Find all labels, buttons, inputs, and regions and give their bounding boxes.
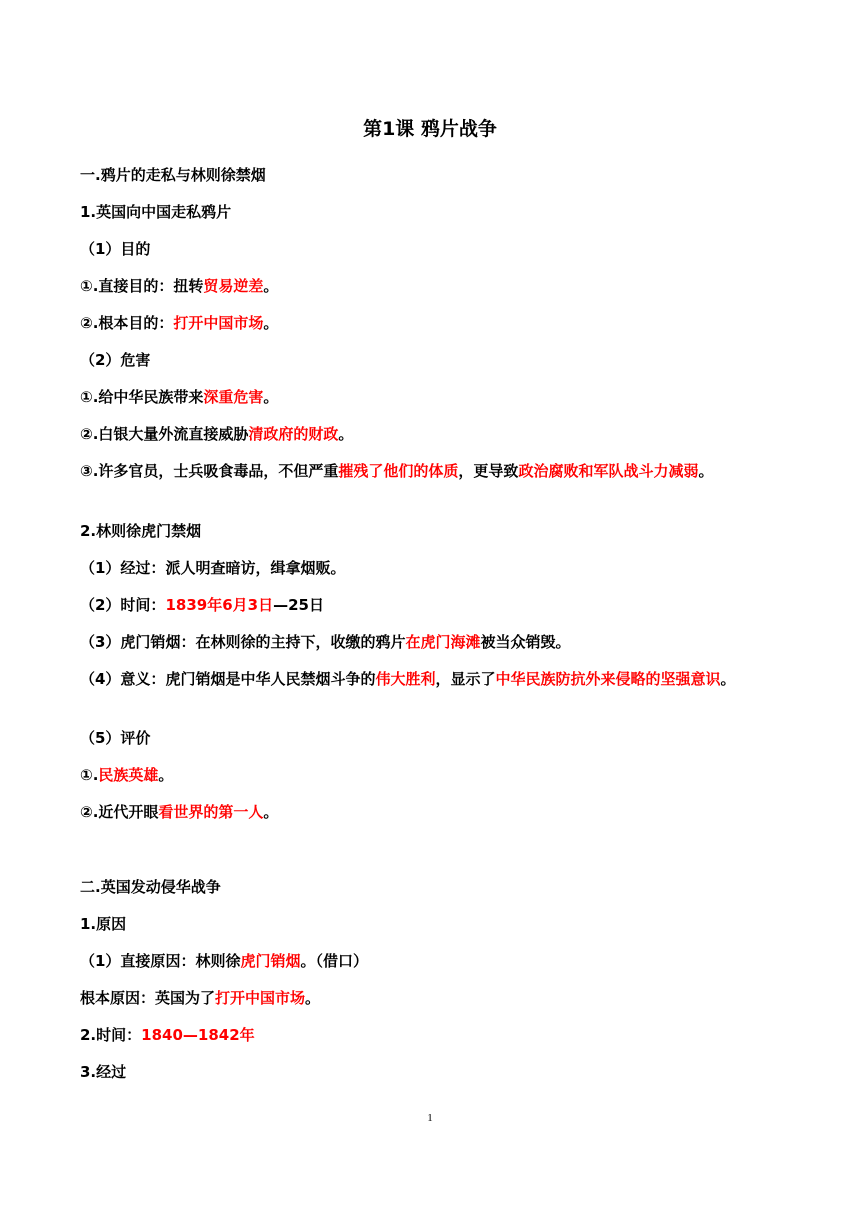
paragraph-line — [80, 950, 780, 972]
text-segment: （1）直接原因：林则徐 — [80, 952, 241, 970]
section-heading-1 — [80, 164, 780, 186]
text-segment: （4）意义：虎门销烟是中华人民禁烟斗争的 — [80, 670, 376, 688]
paragraph-line — [80, 238, 780, 260]
text-segment: 。 — [263, 388, 279, 406]
paragraph-line — [80, 312, 780, 334]
paragraph-line — [80, 764, 780, 786]
paragraph-line — [80, 668, 780, 690]
text-segment: 。 — [698, 462, 714, 480]
highlighted-text: 深重危害 — [203, 388, 264, 406]
text-segment: （2）危害 — [80, 351, 151, 369]
text-segment: 。 — [720, 670, 736, 688]
highlighted-text: 摧残了他们的体质 — [338, 462, 459, 480]
subheading-2-3 — [80, 1061, 780, 1083]
text-segment: ③.许多官员，士兵吸食毒品，不但严重 — [80, 462, 339, 480]
text-segment: （2）时间： — [80, 596, 166, 614]
paragraph-line — [80, 423, 780, 445]
text-segment: ②.根本目的： — [80, 314, 174, 332]
highlighted-text: 打开中国市场 — [173, 314, 264, 332]
text-segment: （1）目的 — [80, 240, 151, 258]
highlighted-text: 1840—1842年 — [141, 1026, 255, 1044]
paragraph-line — [80, 386, 780, 408]
text-segment: 。（借口） — [300, 952, 368, 970]
text-segment: ②.白银大量外流直接威胁 — [80, 425, 249, 443]
text-segment: 。 — [305, 989, 321, 1007]
paragraph-line — [80, 349, 780, 371]
page-title: 第1课 鸦片战争 — [363, 118, 497, 140]
paragraph-line — [80, 275, 780, 297]
text-segment: 1.英国向中国走私鸦片 — [80, 203, 232, 221]
text-segment: 。 — [263, 277, 279, 295]
paragraph-line — [80, 987, 780, 1009]
paragraph-line — [80, 460, 780, 482]
highlighted-text: 伟大胜利 — [375, 670, 436, 688]
section-heading-2 — [80, 876, 780, 898]
text-segment: 二.英国发动侵华战争 — [80, 878, 221, 896]
paragraph-line — [80, 801, 780, 823]
highlighted-text: 看世界的第一人 — [158, 803, 264, 821]
text-segment: —25日 — [273, 596, 324, 614]
highlighted-text: 政治腐败和军队战斗力减弱 — [518, 462, 699, 480]
text-segment: 。 — [338, 425, 354, 443]
text-segment: （3）虎门销烟：在林则徐的主持下，收缴的鸦片 — [80, 633, 406, 651]
highlighted-text: 清政府的财政 — [248, 425, 339, 443]
paragraph-line — [80, 594, 780, 616]
text-segment: 根本原因：英国为了 — [80, 989, 216, 1007]
text-segment: （5）评价 — [80, 729, 151, 747]
text-segment: 1.原因 — [80, 915, 127, 933]
text-segment: ①. — [80, 766, 99, 784]
highlighted-text: 贸易逆差 — [203, 277, 264, 295]
text-segment: 。 — [263, 803, 279, 821]
paragraph-line — [80, 557, 780, 579]
text-segment: 2.时间： — [80, 1026, 142, 1044]
subheading-2-2 — [80, 1024, 780, 1046]
subheading-1-1 — [80, 201, 780, 223]
highlighted-text: 1839年6月3日 — [165, 596, 274, 614]
subheading-2-1 — [80, 913, 780, 935]
highlighted-text: 打开中国市场 — [215, 989, 306, 1007]
text-segment: （1）经过：派人明查暗访，缉拿烟贩。 — [80, 559, 346, 577]
highlighted-text: 在虎门海滩 — [405, 633, 481, 651]
page-number: 1 — [427, 1112, 433, 1124]
text-segment: 3.经过 — [80, 1063, 127, 1081]
text-segment: 被当众销毁。 — [480, 633, 571, 651]
text-segment: 。 — [158, 766, 174, 784]
text-segment: ，更导致 — [458, 462, 519, 480]
text-segment: ①.给中华民族带来 — [80, 388, 204, 406]
subheading-1-2 — [80, 520, 780, 542]
highlighted-text: 民族英雄 — [98, 766, 159, 784]
text-segment: 。 — [263, 314, 279, 332]
paragraph-line — [80, 631, 780, 653]
paragraph-line — [80, 727, 780, 749]
text-segment: 2.林则徐虎门禁烟 — [80, 522, 202, 540]
text-segment: 一.鸦片的走私与林则徐禁烟 — [80, 166, 266, 184]
highlighted-text: 虎门销烟 — [240, 952, 301, 970]
highlighted-text: 中华民族防抗外来侵略的坚强意识 — [495, 670, 721, 688]
text-segment: ①.直接目的：扭转 — [80, 277, 204, 295]
text-segment: ，显示了 — [435, 670, 496, 688]
text-segment: ②.近代开眼 — [80, 803, 159, 821]
